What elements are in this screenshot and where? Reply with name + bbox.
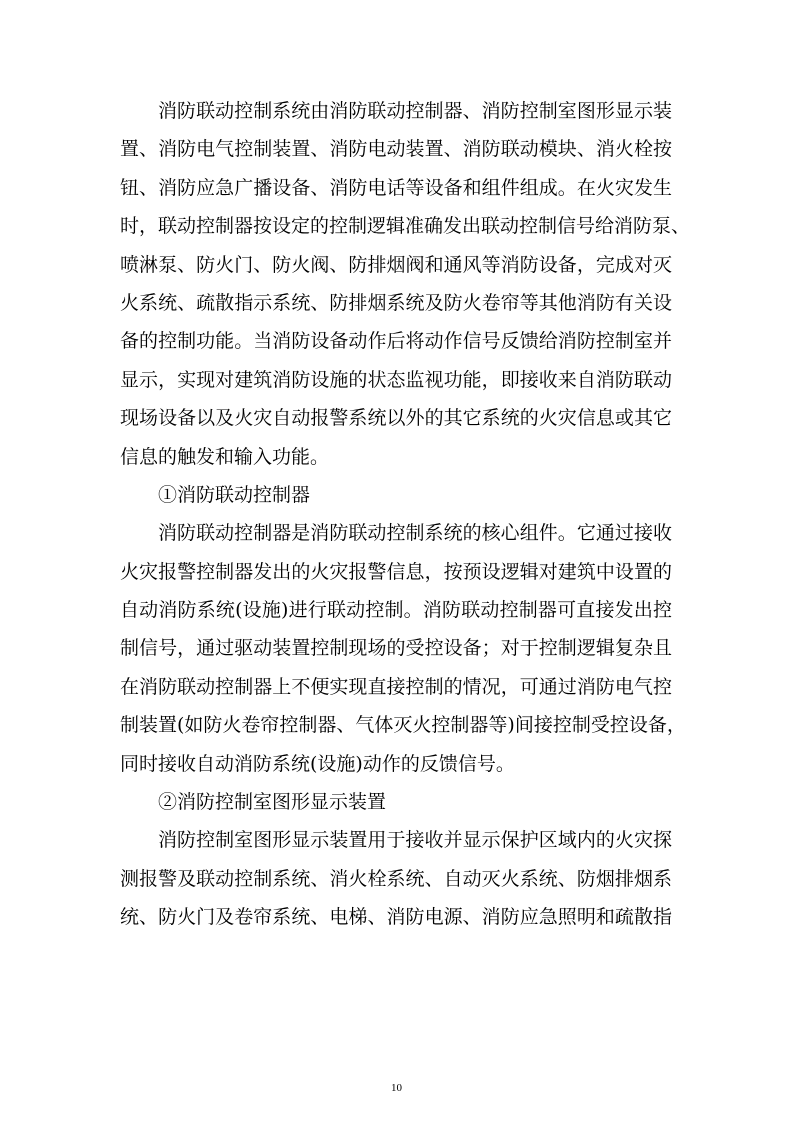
text-line: 现场设备以及火灾自动报警系统以外的其它系统的火灾信息或其它	[120, 407, 672, 430]
text-line: 时，联动控制器按设定的控制逻辑准确发出联动控制信号给消防泵、	[120, 215, 691, 238]
text-line: 信息的触发和输入功能。	[120, 445, 330, 468]
text-line: 消防控制室图形显示装置用于接收并显示保护区域内的火灾探	[158, 829, 672, 852]
section-heading-linkage-controller: ①消防联动控制器	[158, 483, 311, 506]
text-line: 喷淋泵、防火门、防火阀、防排烟阀和通风等消防设备，完成对灭	[120, 253, 672, 276]
text-line: 统、防火门及卷帘系统、电梯、消防电源、消防应急照明和疏散指	[120, 906, 672, 929]
body-text	[120, 92, 691, 937]
text-line: 制装置(如防火卷帘控制器、气体灭火控制器等)间接控制受控设备，	[120, 714, 686, 737]
text-line: 火系统、疏散指示系统、防排烟系统及防火卷帘等其他消防有关设	[120, 291, 672, 314]
text-line: 测报警及联动控制系统、消火栓系统、自动灭火系统、防烟排烟系	[120, 867, 672, 890]
section-heading-graphic-display: ②消防控制室图形显示装置	[158, 791, 387, 814]
page-number: 10	[391, 1082, 402, 1094]
text-line: 置、消防电气控制装置、消防电动装置、消防联动模块、消火栓按	[120, 138, 672, 161]
paragraph-system-overview	[120, 92, 691, 476]
text-line: 自动消防系统(设施)进行联动控制。消防联动控制器可直接发出控	[120, 599, 672, 622]
text-line: 备的控制功能。当消防设备动作后将动作信号反馈给消防控制室并	[120, 330, 672, 353]
text-line: 同时接收自动消防系统(设施)动作的反馈信号。	[120, 752, 515, 775]
text-line: 制信号，通过驱动装置控制现场的受控设备；对于控制逻辑复杂且	[120, 637, 672, 660]
text-line: 在消防联动控制器上不便实现直接控制的情况，可通过消防电气控	[120, 675, 672, 698]
paragraph-graphic-display	[120, 821, 672, 936]
text-line: 火灾报警控制器发出的火灾报警信息，按预设逻辑对建筑中设置的	[120, 560, 672, 583]
text-line: 消防联动控制器是消防联动控制系统的核心组件。它通过接收	[158, 522, 672, 545]
paragraph-linkage-controller	[120, 514, 686, 783]
text-line: 钮、消防应急广播设备、消防电话等设备和组件组成。在火灾发生	[120, 176, 672, 199]
text-line: 消防联动控制系统由消防联动控制器、消防控制室图形显示装	[158, 100, 672, 122]
text-line: 显示，实现对建筑消防设施的状态监视功能，即接收来自消防联动	[120, 368, 672, 391]
